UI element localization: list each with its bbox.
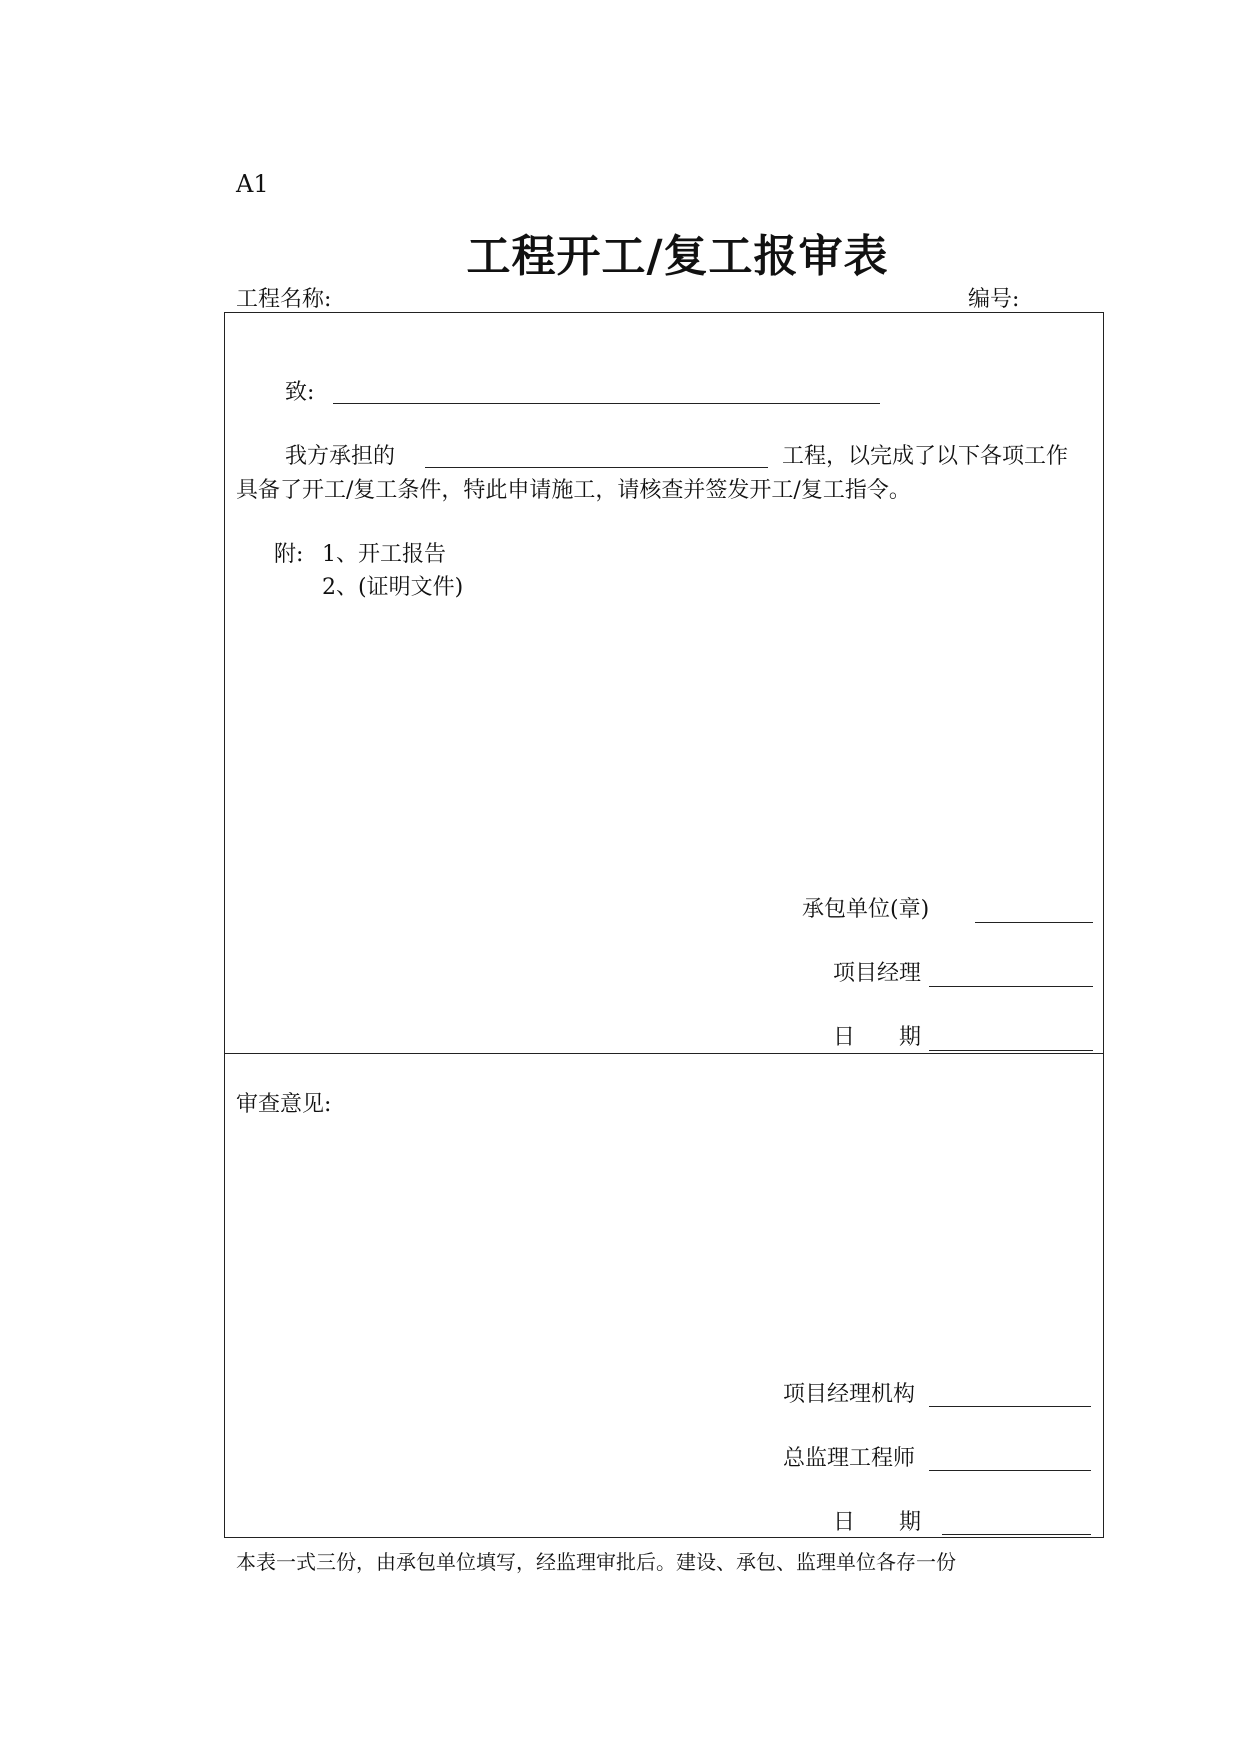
section-divider [224, 1053, 1104, 1054]
chief-engineer-label: 总监理工程师 [783, 1446, 916, 1471]
to-recipient-line[interactable] [333, 403, 880, 404]
supervision-org-line[interactable] [929, 1406, 1091, 1407]
chief-engineer-line[interactable] [929, 1470, 1091, 1471]
attachment-item-2: 2、(证明文件) [322, 575, 464, 600]
date-line[interactable] [929, 1050, 1093, 1051]
contractor-seal-line[interactable] [975, 922, 1093, 923]
review-date-line[interactable] [942, 1534, 1091, 1535]
manager-signature-line[interactable] [929, 986, 1093, 987]
attachment-item-1: 1、开工报告 [322, 542, 446, 567]
project-name-label: 工程名称: [236, 287, 332, 312]
supervision-org-label: 项目经理机构 [783, 1382, 916, 1407]
body-suffix: 工程，以完成了以下各项工作 [782, 444, 1069, 469]
body-line-2: 具备了开工/复工条件，特此申请施工，请核查并签发开工/复工指令。 [236, 478, 911, 503]
form-code: A1 [236, 170, 269, 198]
date-label: 日 期 [833, 1025, 922, 1050]
attachments-label: 附: [274, 542, 304, 567]
page-title: 工程开工/复工报审表 [466, 231, 889, 282]
manager-label: 项目经理 [833, 961, 922, 986]
footer-note: 本表一式三份，由承包单位填写，经监理审批后。建设、承包、监理单位各存一份 [236, 1550, 956, 1574]
serial-no-label: 编号: [968, 287, 1020, 312]
body-prefix: 我方承担的 [285, 444, 396, 469]
project-name-blank-line[interactable] [425, 467, 768, 468]
to-label: 致: [285, 380, 315, 405]
review-opinion-label: 审查意见: [236, 1092, 332, 1117]
contractor-label: 承包单位(章) [802, 897, 930, 922]
review-date-label: 日 期 [833, 1510, 922, 1535]
